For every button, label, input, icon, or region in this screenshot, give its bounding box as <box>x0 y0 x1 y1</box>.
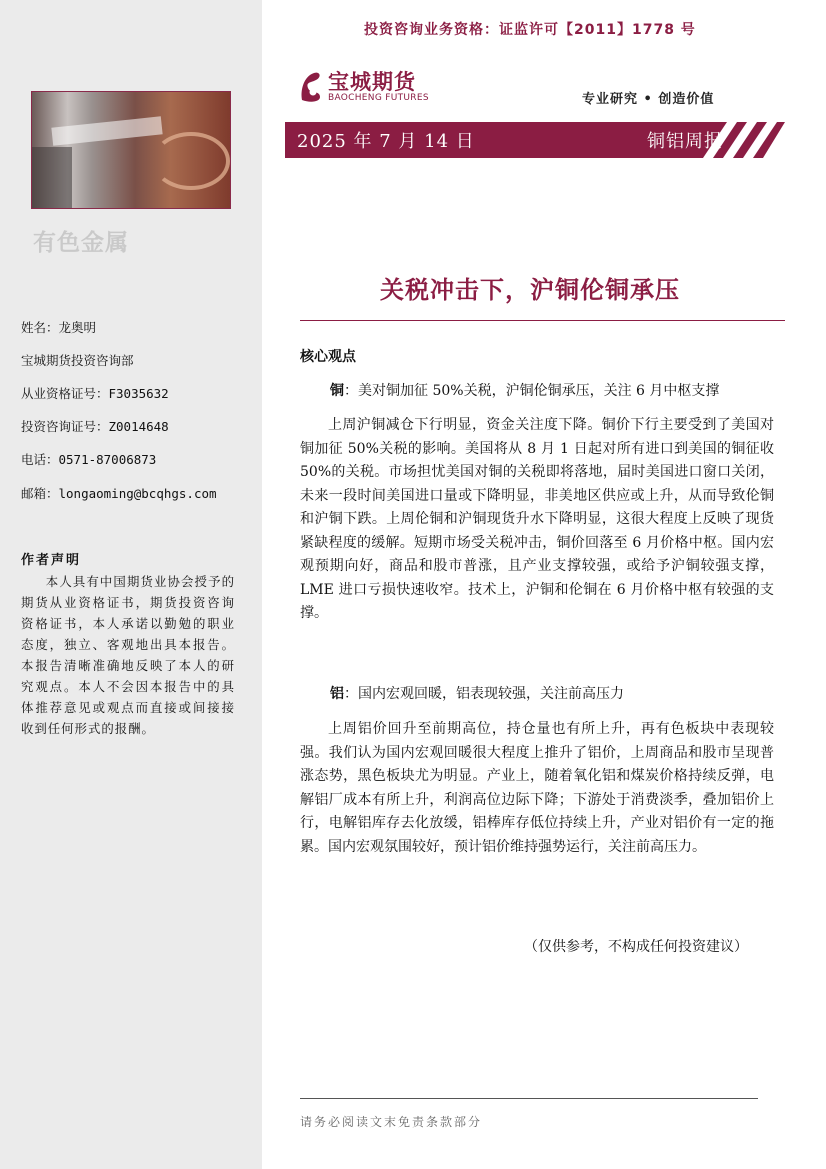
declaration-body: 本人具有中国期货业协会授予的期货从业资格证书，期货投资咨询资格证书，本人承诺以勤勉的职业态度，独立、客观地出具本报告。本报告清晰准确地反映了本人的研究观点。本人不会因本报告中的具体推荐意见或观点而直接或间接接收到任何形式的报酬。 <box>21 574 235 736</box>
email[interactable]: 邮箱：longaoming@bcqhgs.com <box>21 486 217 501</box>
footer-divider <box>300 1098 758 1099</box>
logo-english: BAOCHENG FUTURES <box>328 93 429 103</box>
footer-text: 请务必阅读文末免责条款部分 <box>300 1115 483 1129</box>
logo-mark-icon <box>298 70 324 104</box>
report-banner <box>285 122 785 158</box>
disclaimer-note: （仅供参考，不构成任何投资建议） <box>524 939 748 955</box>
department: 宝城期货投资咨询部 <box>21 353 134 368</box>
aluminum-lead-text: ：国内宏观回暖，铝表现较强，关注前高压力 <box>344 686 624 702</box>
metal-photo <box>31 91 231 209</box>
license-statement: 投资咨询业务资格：证监许可【2011】1778 号 <box>364 22 696 38</box>
consulting-number: 投资咨询证号：Z0014648 <box>21 419 169 434</box>
phone: 电话：0571-87006873 <box>21 452 157 467</box>
aluminum-label: 铝 <box>330 686 344 702</box>
slogan: 专业研究 • 创造价值 <box>582 92 715 107</box>
sector-label: 有色金属 <box>33 230 129 256</box>
title-divider <box>300 320 785 321</box>
report-title: 关税冲击下，沪铜伦铜承压 <box>380 276 680 304</box>
copper-body: 上周沪铜减仓下行明显，资金关注度下降。铜价下行主要受到了美国对铜加征 50%关税的影响。美国将从 8 月 1 日起对所有进口到美国的铜征收 50%的关税。市场担忧美国对铜的关税即将落地，届时美国进口窗口关闭，未来一段时间美国进口量或下降明显，非美地区供应或上升，从而导致伦铜和沪铜下跌。上周伦铜和沪铜现货升水下降明显，这很大程度上反映了现货紧缺程度的缓解。短期市场受关税冲击，铜价回落至 6 月价格中枢。国内宏观预期向好，商品和股市普涨，且产业支撑较强，或给予沪铜较强支撑，LME 进口亏损快速收窄。技术上，沪铜和伦铜在 6 月价格中枢有较强的支撑。 <box>300 417 774 621</box>
core-heading: 核心观点 <box>300 349 356 365</box>
analyst-name: 姓名：龙奥明 <box>21 320 97 335</box>
sidebar <box>0 0 262 1169</box>
qualification-number: 从业资格证号：F3035632 <box>21 386 169 401</box>
copper-lead <box>330 380 719 400</box>
declaration-title: 作者声明 <box>21 553 82 568</box>
report-date: 2025 年 7 月 14 日 <box>297 131 475 152</box>
aluminum-body: 上周铝价回升至前期高位，持仓量也有所上升，再有色板块中表现较强。我们认为国内宏观回暖很大程度上推升了铝价，上周商品和股市呈现普涨态势，黑色板块尤为明显。产业上，随着氧化铝和煤炭价格持续反弹，电解铝厂成本有所上升，利润高位边际下降；下游处于消费淡季，叠加铝价上行，电解铝库存去化放缓，铝棒库存低位持续上升，产业对铝价有一定的拖累。国内宏观氛围较好，预计铝价维持强势运行，关注前高压力。 <box>300 721 774 855</box>
aluminum-lead <box>330 683 624 703</box>
report-type: 铜铝周报 <box>647 131 723 152</box>
company-logo <box>298 70 429 104</box>
copper-lead-text: ：美对铜加征 50%关税，沪铜伦铜承压，关注 6 月中枢支撑 <box>344 383 720 399</box>
logo-chinese: 宝城期货 <box>328 70 416 94</box>
copper-label: 铜 <box>330 383 344 399</box>
